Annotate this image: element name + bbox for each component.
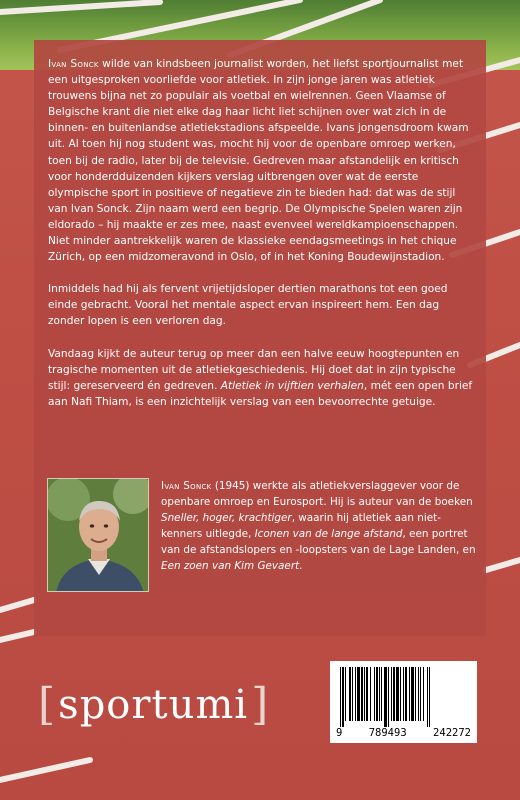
blurb-paragraph-2: Inmiddels had hij als fervent vrijetijdsloper dertien marathons tot een goed einde gebracht. Vooral het mentale aspect ervan inspireert hem. Een dag zonder lopen is een verloren dag.	[48, 283, 448, 328]
barcode-bar	[405, 667, 407, 721]
barcode-bar	[381, 667, 382, 721]
barcode-bar	[400, 667, 401, 721]
back-cover-blurb	[48, 56, 478, 426]
logo-bracket-close: ]	[251, 679, 269, 730]
book-title: Iconen van de lange afstand	[254, 528, 403, 540]
book-title: Een zoen van Kim Gevaert	[161, 560, 300, 572]
barcode-bar	[370, 667, 371, 721]
barcode-bar	[429, 667, 430, 727]
lane-line	[0, 632, 34, 640]
barcode-bar	[403, 667, 404, 721]
barcode-bar	[379, 667, 380, 721]
barcode-bar	[345, 667, 346, 721]
isbn-number	[336, 727, 471, 739]
lane-line	[0, 760, 90, 780]
bio-text: , waarin hij atletiek aan niet-kenners uitlegde,	[161, 512, 441, 540]
barcode-bar	[364, 667, 365, 721]
barcode-bar	[409, 667, 410, 721]
lane-line	[0, 2, 160, 12]
logo-wordmark: sportumi	[58, 682, 249, 728]
barcode-bars	[336, 667, 471, 727]
bio-text: (1945) werkte als atletiekverslaggever voor de openbare omroep en Eurosport. Hij is auteur van de boeken	[161, 480, 473, 508]
blurb-text: Vandaag kijkt de auteur terug op meer dan een halve eeuw hoogtepunten en tragische momenten uit de atletiekgeschiedenis. Hij doet dat in zijn typische stijl: gereserveerd én gedreven.	[48, 347, 460, 392]
barcode-bar	[391, 667, 392, 721]
barcode-bar	[384, 667, 387, 727]
blurb-text: wilde van kindsbeen journalist worden, het liefst sportjournalist met een uitgesproken voorliefde voor atletiek. In zijn jonge jaren was atletiek trouwens bijna net zo populair als voetbal en wielrennen. Geen Vlaamse of Belgische krant die niet elke dag haar licht liet schijnen over wat zich in de binnen- en buitenlandse atletiekstadions afspeelde. Ivans jongensdroom kwam uit. Al toen hij nog student was, mocht hij voor de openbare omroep werken, toen bij de radio, later bij de televisie. Gedreven maar afstandelijk en kritisch voor honderdduizenden kijkers verslag uitbrengen over wat de eerste olympische sport in positieve of negatieve zin te bieden had: dat was de stijl van Ivan Sonck. Zijn naam werd een begrip. De Olympische Spelen waren zijn eldorado – hij maakte er zes mee, naast evenveel wereldkampioenschappen. Niet minder aantrekkelijk waren de klassieke eendagsmeetings in het chique Zürich, op een midzomeravond in Oslo, of in het Koning Boudewijnstadion.	[48, 58, 469, 264]
isbn-lead-digit: 9	[336, 727, 343, 739]
barcode-bar	[357, 667, 360, 721]
blurb-paragraph-3	[48, 346, 478, 410]
barcode-bar	[396, 667, 399, 721]
author-bio	[161, 478, 479, 574]
lane-line	[486, 560, 520, 570]
lane-line	[0, 600, 34, 610]
barcode-bar	[361, 667, 363, 721]
barcode-bar	[411, 667, 414, 721]
barcode-bar	[349, 667, 351, 721]
author-name: Ivan Sonck	[161, 480, 212, 492]
barcode-bar	[340, 667, 341, 727]
blurb-text: , mét een open brief aan Nafi Thiam, is een inzichtelijk verslag van een bevoorrechte getuige.	[48, 379, 473, 408]
barcode-bar	[415, 667, 416, 721]
barcode-bar	[342, 667, 344, 727]
barcode-bar	[352, 667, 353, 721]
author-name: Ivan Sonck	[48, 58, 99, 70]
isbn-group-1: 789493	[368, 727, 407, 739]
barcode-bar	[374, 667, 375, 721]
barcode-bar	[427, 667, 428, 727]
barcode-bar	[388, 667, 389, 727]
book-title: Atletiek in vijftien verhalen	[220, 379, 364, 392]
book-title: Sneller, hoger, krachtiger	[161, 512, 292, 524]
isbn-barcode	[330, 661, 477, 743]
bio-text: , een portret van de afstandslopers en -loopsters van de Lage Landen, en	[161, 528, 476, 556]
barcode-bar	[366, 667, 368, 721]
blurb-paragraph-1	[48, 56, 478, 265]
isbn-group-2: 242272	[433, 727, 471, 739]
barcode-bar	[376, 667, 378, 721]
bio-text: .	[299, 560, 303, 572]
barcode-bar	[418, 667, 419, 721]
author-photo	[47, 478, 149, 592]
logo-bracket-open: [	[38, 679, 56, 730]
barcode-bar	[355, 667, 356, 721]
barcode-bar	[423, 667, 424, 721]
publisher-logo	[38, 680, 268, 730]
barcode-bar	[420, 667, 421, 721]
barcode-bar	[393, 667, 395, 721]
